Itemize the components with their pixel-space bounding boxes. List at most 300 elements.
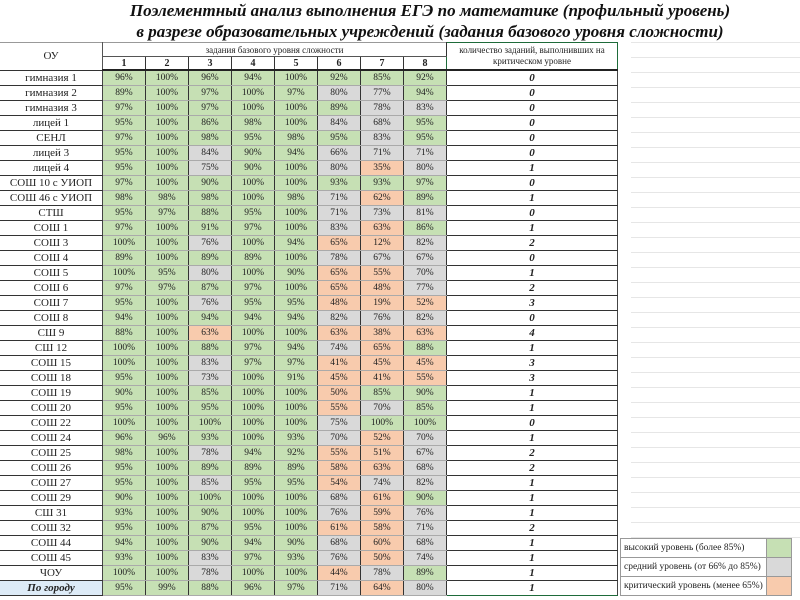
task-8-percent: 90% [404, 491, 447, 506]
task-7-percent: 55% [361, 266, 404, 281]
task-5-percent: 98% [275, 131, 318, 146]
task-8-percent: 82% [404, 236, 447, 251]
task-8-percent: 94% [404, 86, 447, 101]
task-7-percent: 50% [361, 551, 404, 566]
task-4-percent: 89% [232, 461, 275, 476]
task-2-percent: 96% [146, 431, 189, 446]
table-row [0, 191, 618, 206]
task-4-percent: 100% [232, 266, 275, 281]
legend [620, 538, 792, 596]
task-1-percent: 90% [103, 491, 146, 506]
task-1-percent: 100% [103, 566, 146, 581]
task-7-percent: 51% [361, 446, 404, 461]
table-row [0, 431, 618, 446]
school-name: СШ 31 [0, 506, 103, 521]
critical-count: 0 [447, 251, 618, 266]
school-name: СОШ 7 [0, 296, 103, 311]
critical-count: 2 [447, 236, 618, 251]
task-3-percent: 87% [189, 281, 232, 296]
task-6-percent: 65% [318, 281, 361, 296]
task-7-percent: 38% [361, 326, 404, 341]
task-2-percent: 97% [146, 206, 189, 221]
task-5-percent: 97% [275, 356, 318, 371]
legend-swatch [766, 577, 791, 596]
task-4-percent: 100% [232, 176, 275, 191]
critical-count: 2 [447, 281, 618, 296]
task-3-percent: 75% [189, 161, 232, 176]
task-5-percent: 89% [275, 461, 318, 476]
task-2-percent: 100% [146, 536, 189, 551]
header-task-7: 7 [361, 57, 404, 71]
critical-count: 2 [447, 446, 618, 461]
task-7-percent: 68% [361, 116, 404, 131]
table-body [0, 70, 618, 596]
task-8-percent: 100% [404, 416, 447, 431]
task-5-percent: 97% [275, 86, 318, 101]
task-5-percent: 100% [275, 506, 318, 521]
table-row [0, 401, 618, 416]
task-4-percent: 100% [232, 491, 275, 506]
task-7-percent: 70% [361, 401, 404, 416]
task-2-percent: 95% [146, 266, 189, 281]
school-name: СОШ 24 [0, 431, 103, 446]
task-8-percent: 90% [404, 386, 447, 401]
task-8-percent: 89% [404, 566, 447, 581]
task-1-percent: 95% [103, 116, 146, 131]
header-ou: ОУ [0, 43, 103, 71]
school-name: СОШ 18 [0, 371, 103, 386]
task-4-percent: 100% [232, 191, 275, 206]
task-5-percent: 100% [275, 206, 318, 221]
header-critical-count: количество заданий, выполнивших на критическом уровне [447, 43, 618, 71]
task-4-percent: 95% [232, 296, 275, 311]
task-8-percent: 85% [404, 401, 447, 416]
task-7-percent: 77% [361, 86, 404, 101]
task-7-percent: 41% [361, 371, 404, 386]
school-name: СОШ 22 [0, 416, 103, 431]
school-name: СОШ 44 [0, 536, 103, 551]
task-5-percent: 100% [275, 251, 318, 266]
critical-count: 0 [447, 116, 618, 131]
task-1-percent: 90% [103, 386, 146, 401]
table-row [0, 341, 618, 356]
task-5-percent: 93% [275, 431, 318, 446]
task-5-percent: 100% [275, 416, 318, 431]
task-1-percent: 94% [103, 311, 146, 326]
task-3-percent: 90% [189, 506, 232, 521]
school-name: ЧОУ [0, 566, 103, 581]
task-7-percent: 12% [361, 236, 404, 251]
task-4-percent: 100% [232, 386, 275, 401]
task-5-percent: 100% [275, 161, 318, 176]
school-name: СТШ [0, 206, 103, 221]
task-5-percent: 100% [275, 116, 318, 131]
critical-count: 1 [447, 581, 618, 596]
critical-count: 3 [447, 356, 618, 371]
task-6-percent: 93% [318, 176, 361, 191]
task-2-percent: 100% [146, 86, 189, 101]
school-name: СОШ 5 [0, 266, 103, 281]
task-4-percent: 95% [232, 131, 275, 146]
table-row [0, 566, 618, 581]
header-task-group: задания базового уровня сложности [103, 43, 447, 57]
task-6-percent: 82% [318, 311, 361, 326]
task-4-percent: 97% [232, 281, 275, 296]
task-8-percent: 81% [404, 206, 447, 221]
task-7-percent: 78% [361, 566, 404, 581]
task-1-percent: 93% [103, 551, 146, 566]
task-3-percent: 76% [189, 296, 232, 311]
school-name: СОШ 29 [0, 491, 103, 506]
task-1-percent: 95% [103, 461, 146, 476]
school-name: СОШ 10 с УИОП [0, 176, 103, 191]
task-8-percent: 68% [404, 461, 447, 476]
school-name: лицей 3 [0, 146, 103, 161]
task-4-percent: 100% [232, 371, 275, 386]
task-4-percent: 97% [232, 341, 275, 356]
task-6-percent: 71% [318, 206, 361, 221]
task-8-percent: 76% [404, 506, 447, 521]
task-1-percent: 95% [103, 401, 146, 416]
task-4-percent: 98% [232, 116, 275, 131]
critical-count: 0 [447, 176, 618, 191]
task-3-percent: 73% [189, 371, 232, 386]
school-name: СОШ 27 [0, 476, 103, 491]
task-6-percent: 45% [318, 371, 361, 386]
task-3-percent: 80% [189, 266, 232, 281]
task-4-percent: 100% [232, 566, 275, 581]
task-8-percent: 89% [404, 191, 447, 206]
legend-label: средний уровень (от 66% до 85%) [621, 558, 767, 577]
task-2-percent: 100% [146, 386, 189, 401]
task-2-percent: 100% [146, 401, 189, 416]
task-5-percent: 100% [275, 281, 318, 296]
task-6-percent: 83% [318, 221, 361, 236]
task-4-percent: 94% [232, 446, 275, 461]
task-5-percent: 92% [275, 446, 318, 461]
critical-count: 0 [447, 86, 618, 101]
task-5-percent: 100% [275, 566, 318, 581]
task-1-percent: 97% [103, 101, 146, 116]
task-5-percent: 94% [275, 146, 318, 161]
task-1-percent: 97% [103, 221, 146, 236]
task-4-percent: 100% [232, 506, 275, 521]
task-8-percent: 82% [404, 476, 447, 491]
task-4-percent: 90% [232, 161, 275, 176]
task-3-percent: 87% [189, 521, 232, 536]
task-7-percent: 52% [361, 431, 404, 446]
table-row [0, 416, 618, 431]
task-3-percent: 85% [189, 386, 232, 401]
task-3-percent: 90% [189, 536, 232, 551]
task-2-percent: 100% [146, 506, 189, 521]
school-name: СЕНЛ [0, 131, 103, 146]
table-row [0, 86, 618, 101]
task-8-percent: 70% [404, 431, 447, 446]
task-4-percent: 95% [232, 206, 275, 221]
task-2-percent: 100% [146, 476, 189, 491]
task-8-percent: 55% [404, 371, 447, 386]
task-2-percent: 97% [146, 281, 189, 296]
task-8-percent: 83% [404, 101, 447, 116]
task-2-percent: 100% [146, 326, 189, 341]
task-3-percent: 84% [189, 146, 232, 161]
school-name: СОШ 15 [0, 356, 103, 371]
task-7-percent: 76% [361, 311, 404, 326]
task-4-percent: 97% [232, 551, 275, 566]
school-name: СОШ 6 [0, 281, 103, 296]
task-7-percent: 48% [361, 281, 404, 296]
task-8-percent: 52% [404, 296, 447, 311]
task-4-percent: 95% [232, 521, 275, 536]
task-4-percent: 100% [232, 401, 275, 416]
task-6-percent: 84% [318, 116, 361, 131]
school-name: По городу [0, 581, 103, 596]
school-name: СШ 9 [0, 326, 103, 341]
task-8-percent: 77% [404, 281, 447, 296]
task-6-percent: 48% [318, 296, 361, 311]
critical-count: 0 [447, 416, 618, 431]
task-7-percent: 100% [361, 416, 404, 431]
task-1-percent: 95% [103, 296, 146, 311]
task-7-percent: 65% [361, 341, 404, 356]
task-7-percent: 74% [361, 476, 404, 491]
school-name: СОШ 4 [0, 251, 103, 266]
task-8-percent: 92% [404, 70, 447, 86]
task-3-percent: 97% [189, 101, 232, 116]
task-7-percent: 63% [361, 221, 404, 236]
task-1-percent: 100% [103, 341, 146, 356]
task-8-percent: 67% [404, 251, 447, 266]
task-8-percent: 67% [404, 446, 447, 461]
critical-count: 1 [447, 506, 618, 521]
results-table [0, 42, 618, 596]
title-line-2: в разрезе образовательных учреждений (задания базового уровня сложности) [136, 22, 724, 41]
task-3-percent: 100% [189, 416, 232, 431]
task-4-percent: 100% [232, 86, 275, 101]
task-1-percent: 89% [103, 86, 146, 101]
critical-count: 0 [447, 146, 618, 161]
task-1-percent: 95% [103, 521, 146, 536]
task-6-percent: 61% [318, 521, 361, 536]
task-4-percent: 100% [232, 416, 275, 431]
task-3-percent: 89% [189, 251, 232, 266]
task-4-percent: 97% [232, 221, 275, 236]
critical-count: 1 [447, 341, 618, 356]
task-8-percent: 95% [404, 131, 447, 146]
task-6-percent: 80% [318, 161, 361, 176]
task-7-percent: 19% [361, 296, 404, 311]
task-2-percent: 100% [146, 296, 189, 311]
task-3-percent: 88% [189, 341, 232, 356]
task-6-percent: 63% [318, 326, 361, 341]
task-2-percent: 100% [146, 566, 189, 581]
task-6-percent: 66% [318, 146, 361, 161]
task-1-percent: 98% [103, 446, 146, 461]
task-5-percent: 94% [275, 236, 318, 251]
task-3-percent: 86% [189, 116, 232, 131]
legend-label: высокий уровень (более 85%) [621, 539, 767, 558]
critical-count: 1 [447, 476, 618, 491]
task-5-percent: 100% [275, 386, 318, 401]
task-2-percent: 100% [146, 251, 189, 266]
school-name: гимназия 2 [0, 86, 103, 101]
task-1-percent: 97% [103, 281, 146, 296]
task-1-percent: 95% [103, 161, 146, 176]
task-7-percent: 83% [361, 131, 404, 146]
task-5-percent: 91% [275, 371, 318, 386]
task-2-percent: 100% [146, 446, 189, 461]
header-task-8: 8 [404, 57, 447, 71]
table-row [0, 101, 618, 116]
task-3-percent: 98% [189, 131, 232, 146]
task-6-percent: 68% [318, 536, 361, 551]
school-name: гимназия 1 [0, 70, 103, 86]
task-5-percent: 100% [275, 401, 318, 416]
table-row [0, 116, 618, 131]
legend-item [621, 539, 792, 558]
task-7-percent: 45% [361, 356, 404, 371]
task-3-percent: 98% [189, 191, 232, 206]
task-4-percent: 94% [232, 311, 275, 326]
task-6-percent: 76% [318, 551, 361, 566]
task-2-percent: 100% [146, 341, 189, 356]
task-1-percent: 96% [103, 70, 146, 86]
critical-count: 1 [447, 491, 618, 506]
task-2-percent: 100% [146, 116, 189, 131]
school-name: СШ 12 [0, 341, 103, 356]
task-7-percent: 64% [361, 581, 404, 596]
task-4-percent: 94% [232, 70, 275, 86]
critical-count: 4 [447, 326, 618, 341]
school-name: гимназия 3 [0, 101, 103, 116]
task-5-percent: 94% [275, 311, 318, 326]
task-2-percent: 100% [146, 161, 189, 176]
task-6-percent: 75% [318, 416, 361, 431]
table-row [0, 70, 618, 86]
table-row [0, 221, 618, 236]
task-8-percent: 95% [404, 116, 447, 131]
table-row [0, 326, 618, 341]
task-2-percent: 100% [146, 551, 189, 566]
task-2-percent: 100% [146, 311, 189, 326]
school-name: СОШ 20 [0, 401, 103, 416]
task-1-percent: 100% [103, 266, 146, 281]
task-3-percent: 96% [189, 70, 232, 86]
table-row [0, 551, 618, 566]
task-6-percent: 65% [318, 236, 361, 251]
table-row [0, 371, 618, 386]
task-2-percent: 100% [146, 236, 189, 251]
task-4-percent: 100% [232, 101, 275, 116]
task-7-percent: 67% [361, 251, 404, 266]
task-4-percent: 94% [232, 536, 275, 551]
critical-count: 0 [447, 70, 618, 86]
task-5-percent: 100% [275, 176, 318, 191]
school-name: СОШ 1 [0, 221, 103, 236]
critical-count: 1 [447, 431, 618, 446]
legend-item [621, 577, 792, 596]
critical-count: 1 [447, 221, 618, 236]
table-row [0, 461, 618, 476]
task-5-percent: 100% [275, 101, 318, 116]
task-6-percent: 50% [318, 386, 361, 401]
task-1-percent: 89% [103, 251, 146, 266]
task-6-percent: 80% [318, 86, 361, 101]
task-7-percent: 35% [361, 161, 404, 176]
table-row [0, 266, 618, 281]
task-3-percent: 83% [189, 551, 232, 566]
task-5-percent: 95% [275, 476, 318, 491]
task-3-percent: 100% [189, 491, 232, 506]
task-1-percent: 97% [103, 131, 146, 146]
task-4-percent: 97% [232, 356, 275, 371]
task-2-percent: 100% [146, 131, 189, 146]
header-task-6: 6 [318, 57, 361, 71]
task-3-percent: 97% [189, 86, 232, 101]
header-task-1: 1 [103, 57, 146, 71]
critical-count: 1 [447, 161, 618, 176]
school-name: СОШ 32 [0, 521, 103, 536]
header-task-5: 5 [275, 57, 318, 71]
legend-swatch [766, 558, 791, 577]
table-row [0, 281, 618, 296]
table-row [0, 386, 618, 401]
header-task-2: 2 [146, 57, 189, 71]
task-5-percent: 94% [275, 341, 318, 356]
critical-count: 1 [447, 401, 618, 416]
task-7-percent: 85% [361, 386, 404, 401]
header-task-3: 3 [189, 57, 232, 71]
critical-count: 0 [447, 311, 618, 326]
task-6-percent: 44% [318, 566, 361, 581]
critical-count: 0 [447, 101, 618, 116]
task-1-percent: 100% [103, 236, 146, 251]
task-3-percent: 85% [189, 476, 232, 491]
task-5-percent: 100% [275, 491, 318, 506]
task-3-percent: 83% [189, 356, 232, 371]
table-row [0, 146, 618, 161]
task-7-percent: 78% [361, 101, 404, 116]
legend-label: критический уровень (менее 65%) [621, 577, 767, 596]
task-7-percent: 93% [361, 176, 404, 191]
task-3-percent: 88% [189, 206, 232, 221]
task-5-percent: 90% [275, 536, 318, 551]
task-2-percent: 98% [146, 191, 189, 206]
task-3-percent: 76% [189, 236, 232, 251]
task-5-percent: 100% [275, 326, 318, 341]
task-6-percent: 41% [318, 356, 361, 371]
task-1-percent: 95% [103, 476, 146, 491]
critical-count: 2 [447, 461, 618, 476]
critical-count: 0 [447, 206, 618, 221]
critical-count: 0 [447, 131, 618, 146]
task-5-percent: 100% [275, 70, 318, 86]
task-3-percent: 89% [189, 461, 232, 476]
task-3-percent: 78% [189, 566, 232, 581]
task-6-percent: 76% [318, 506, 361, 521]
critical-count: 1 [447, 551, 618, 566]
task-8-percent: 97% [404, 176, 447, 191]
task-3-percent: 93% [189, 431, 232, 446]
critical-count: 1 [447, 191, 618, 206]
task-5-percent: 90% [275, 266, 318, 281]
spreadsheet-gridlines [631, 42, 800, 538]
task-5-percent: 98% [275, 191, 318, 206]
table-row [0, 506, 618, 521]
table-row [0, 296, 618, 311]
task-6-percent: 74% [318, 341, 361, 356]
